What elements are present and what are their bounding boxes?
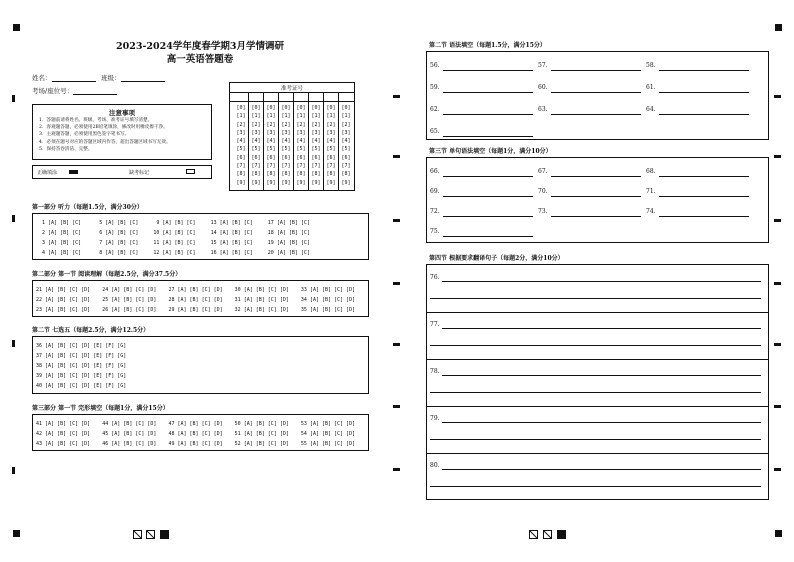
exam-id-column	[279, 104, 293, 187]
class-field[interactable]	[101, 73, 165, 82]
exam-id-digit-bubble[interactable]: [5]	[266, 146, 276, 153]
exam-id-digit-bubble[interactable]: [2]	[311, 121, 321, 128]
notice-title: 注意事项	[109, 109, 135, 117]
notice-item: 4．必须在题号对应的答题区域内作答，超出答题区域书写无效。	[39, 139, 171, 145]
block-divider	[427, 359, 768, 360]
exam-id-digit-bubble[interactable]: [2]	[341, 121, 351, 128]
answer-row[interactable]: 42 [A] [B] [C] [D] 45 [A] [B] [C] [D] 48 [A] [B] [C] [D] 51 [A] [B] [C] [D] 54 [A] [B] [C] [D]	[36, 431, 356, 437]
notice-item: 1．答题前请将姓名、班级、考场、准考证号填写清楚。	[39, 118, 153, 123]
writing-line[interactable]	[442, 281, 761, 282]
exam-id-digit-bubble[interactable]: [8]	[326, 171, 336, 178]
exam-id-digit-bubble[interactable]: [9]	[236, 179, 246, 186]
exam-id-digit-bubble[interactable]: [1]	[341, 113, 351, 120]
exam-id-digit-bubble[interactable]: [8]	[281, 171, 291, 178]
question-number: 63.	[538, 106, 548, 113]
answer-row[interactable]: 2 [A] [B] [C] 6 [A] [B] [C] 10 [A] [B] [C] 14 [A] [B] [C] 18 [A] [B] [C]	[36, 230, 310, 236]
question-number: 73.	[538, 208, 548, 215]
question-number: 71.	[646, 188, 656, 195]
correct-fill-label: 正确填涂	[37, 170, 58, 176]
question-number: 60.	[538, 84, 548, 91]
question-number: 75.	[430, 228, 440, 235]
answer-line[interactable]	[659, 176, 749, 177]
edge-tick	[12, 467, 15, 474]
answer-line[interactable]	[551, 196, 641, 197]
notice-item: 2．客观题答题，必须使用2B铅笔填涂，修改时用橡皮擦干净。	[39, 125, 168, 131]
exam-id-column-divider	[308, 92, 309, 191]
answer-line[interactable]	[659, 196, 749, 197]
question-number: 78.	[430, 368, 440, 375]
edge-tick	[774, 405, 781, 408]
exam-id-digit-bubble[interactable]: [3]	[281, 129, 291, 136]
writing-line[interactable]	[442, 375, 761, 376]
room-seat-field[interactable]	[32, 86, 117, 95]
exam-id-digit-bubble[interactable]: [7]	[281, 163, 291, 170]
edge-tick	[12, 95, 15, 102]
exam-id-digit-bubble[interactable]: [5]	[326, 146, 336, 153]
exam-id-digit-bubble[interactable]: [5]	[296, 146, 306, 153]
edge-tick	[774, 95, 781, 98]
name-label: 姓名：	[32, 74, 52, 82]
writing-line[interactable]	[430, 439, 761, 440]
edge-tick	[393, 155, 400, 158]
exam-id-digit-bubble[interactable]: [7]	[251, 163, 261, 170]
question-number: 57.	[538, 62, 548, 69]
question-number: 62.	[430, 106, 440, 113]
answer-row[interactable]: 36 [A] [B] [C] [D] [E] [F] [G]	[36, 343, 127, 349]
answer-line[interactable]	[443, 92, 533, 93]
answer-line[interactable]	[443, 236, 533, 237]
answer-line[interactable]	[659, 216, 749, 217]
question-number: 56.	[430, 62, 440, 69]
exam-id-digit-bubble[interactable]: [3]	[296, 129, 306, 136]
corner-mark	[13, 530, 20, 537]
exam-id-digit-bubble[interactable]: [5]	[281, 146, 291, 153]
notice-box	[32, 104, 212, 160]
exam-id-column-divider	[338, 92, 339, 191]
absent-mark-checkbox[interactable]	[186, 169, 195, 174]
writing-line[interactable]	[430, 345, 761, 346]
exam-id-digit-bubble[interactable]: [9]	[281, 179, 291, 186]
answer-line[interactable]	[551, 176, 641, 177]
exam-id-digit-bubble[interactable]: [6]	[236, 154, 246, 161]
room-seat-label: 考场/座位号：	[32, 87, 74, 95]
vocab-box	[426, 157, 769, 243]
question-number: 80.	[430, 462, 440, 469]
exam-id-digit-bubble[interactable]: [4]	[251, 138, 261, 145]
grammar-box	[426, 51, 769, 140]
exam-id-digit-bubble[interactable]: [4]	[296, 138, 306, 145]
exam-id-digit-bubble[interactable]: [9]	[341, 179, 351, 186]
question-number: 66.	[430, 168, 440, 175]
part3-box	[32, 414, 369, 451]
answer-line[interactable]	[551, 92, 641, 93]
answer-line[interactable]	[659, 70, 749, 71]
block-divider	[427, 406, 768, 407]
exam-id-digit-bubble[interactable]: [1]	[281, 113, 291, 120]
corner-mark	[13, 24, 20, 31]
edge-tick	[774, 155, 781, 158]
part2b-title: 第二节 七选五（每题2.5分，满分12.5分）	[32, 327, 150, 334]
question-number: 72.	[430, 208, 440, 215]
writing-line[interactable]	[430, 392, 761, 393]
exam-id-digit-bubble[interactable]: [1]	[266, 113, 276, 120]
notice-item: 3．主观题答题，必须使用黑色签字笔书写。	[39, 132, 130, 138]
page-mark	[146, 530, 155, 539]
exam-id-digit-bubble[interactable]: [3]	[236, 129, 246, 136]
exam-id-column	[264, 104, 278, 187]
exam-id-digit-bubble[interactable]: [2]	[326, 121, 336, 128]
exam-id-digit-bubble[interactable]: [9]	[296, 179, 306, 186]
exam-id-digit-bubble[interactable]: [4]	[281, 138, 291, 145]
exam-id-digit-bubble[interactable]: [4]	[326, 138, 336, 145]
grammar-title: 第二节 语法填空（每题1.5分，满分15分）	[429, 42, 546, 49]
exam-id-digit-bubble[interactable]: [8]	[311, 171, 321, 178]
exam-id-digit-bubble[interactable]: [0]	[236, 105, 246, 111]
question-number: 74.	[646, 208, 656, 215]
corner-mark	[775, 24, 782, 31]
block-divider	[427, 453, 768, 454]
page-mark	[557, 530, 566, 539]
exam-id-digit-bubble[interactable]: [4]	[236, 138, 246, 145]
exam-id-digit-bubble[interactable]: [1]	[236, 113, 246, 120]
exam-id-digit-bubble[interactable]: [1]	[251, 113, 261, 120]
exam-id-digit-bubble[interactable]: [8]	[236, 171, 246, 178]
part3-title: 第三部分 第一节 完形填空（每题1分，满分15分）	[32, 405, 169, 412]
exam-id-digit-bubble[interactable]: [4]	[311, 138, 321, 145]
question-number: 67.	[538, 168, 548, 175]
exam-id-digit-bubble[interactable]: [5]	[236, 146, 246, 153]
exam-id-digit-bubble[interactable]: [2]	[266, 121, 276, 128]
edge-tick	[393, 405, 400, 408]
exam-id-digit-bubble[interactable]: [1]	[311, 113, 321, 120]
part2b-box	[32, 336, 369, 394]
answer-line[interactable]	[551, 70, 641, 71]
question-number: 69.	[430, 188, 440, 195]
answer-line[interactable]	[659, 92, 749, 93]
absent-mark-label: 缺考标记	[129, 170, 150, 176]
corner-mark	[775, 530, 782, 537]
exam-id-digit-bubble[interactable]: [7]	[236, 163, 246, 170]
question-number: 68.	[646, 168, 656, 175]
exam-id-digit-bubble[interactable]: [9]	[326, 179, 336, 186]
answer-row[interactable]: 22 [A] [B] [C] [D] 25 [A] [B] [C] [D] 28 [A] [B] [C] [D] 31 [A] [B] [C] [D] 34 [A] [B] [C] [D]	[36, 297, 356, 303]
page-mark	[529, 530, 538, 539]
edge-tick	[12, 340, 15, 347]
answer-row[interactable]: 39 [A] [B] [C] [D] [E] [F] [G]	[36, 373, 127, 379]
edge-tick	[774, 343, 781, 346]
fill-example-box	[32, 165, 212, 179]
exam-id-digit-bubble[interactable]: [0]	[266, 105, 276, 111]
exam-id-digit-bubble[interactable]: [7]	[266, 163, 276, 170]
exam-id-digit-bubble[interactable]: [0]	[311, 105, 321, 111]
exam-id-column	[249, 104, 263, 187]
page-mark	[543, 530, 552, 539]
exam-id-digit-bubble[interactable]: [0]	[251, 105, 261, 111]
exam-id-digit-bubble[interactable]: [4]	[341, 138, 351, 145]
page-mark	[133, 530, 142, 539]
exam-id-digit-bubble[interactable]: [2]	[236, 121, 246, 128]
exam-id-column-divider	[263, 92, 264, 191]
exam-id-digit-bubble[interactable]: [9]	[311, 179, 321, 186]
exam-id-digit-bubble[interactable]: [0]	[341, 105, 351, 111]
answer-row[interactable]: 37 [A] [B] [C] [D] [E] [F] [G]	[36, 353, 127, 359]
exam-id-digit-bubble[interactable]: [7]	[296, 163, 306, 170]
edge-tick	[393, 468, 400, 471]
exam-id-digit-bubble[interactable]: [5]	[341, 146, 351, 153]
exam-id-column	[324, 104, 338, 187]
exam-id-column-divider	[323, 92, 324, 191]
question-number: 58.	[646, 62, 656, 69]
exam-id-digit-bubble[interactable]: [8]	[296, 171, 306, 178]
question-number: 70.	[538, 188, 548, 195]
part1-box	[32, 213, 369, 260]
translate-box	[426, 264, 769, 500]
exam-id-column	[234, 104, 248, 187]
exam-id-label: 准考证号	[280, 86, 303, 92]
writing-line[interactable]	[442, 469, 761, 470]
exam-id-digit-bubble[interactable]: [9]	[251, 179, 261, 186]
answer-line[interactable]	[443, 114, 533, 115]
exam-id-digit-bubble[interactable]: [8]	[341, 171, 351, 178]
page-mark	[160, 530, 169, 539]
part2a-title: 第二部分 第一节 阅读理解（每题2.5分，满分37.5分）	[32, 271, 182, 278]
exam-id-digit-bubble[interactable]: [6]	[251, 154, 261, 161]
answer-row[interactable]: 41 [A] [B] [C] [D] 44 [A] [B] [C] [D] 47 [A] [B] [C] [D] 50 [A] [B] [C] [D] 53 [A] [B] [C] [D]	[36, 421, 356, 427]
exam-id-digit-bubble[interactable]: [6]	[296, 154, 306, 161]
exam-id-digit-bubble[interactable]: [3]	[311, 129, 321, 136]
exam-id-column-divider	[248, 92, 249, 191]
edge-tick	[393, 219, 400, 222]
answer-row[interactable]: 21 [A] [B] [C] [D] 24 [A] [B] [C] [D] 27 [A] [B] [C] [D] 30 [A] [B] [C] [D] 33 [A] [B] [C] [D]	[36, 287, 356, 293]
answer-line[interactable]	[443, 216, 533, 217]
answer-row[interactable]: 43 [A] [B] [C] [D] 46 [A] [B] [C] [D] 49 [A] [B] [C] [D] 52 [A] [B] [C] [D] 55 [A] [B] [C] [D]	[36, 441, 356, 447]
edge-tick	[774, 219, 781, 222]
exam-id-digit-bubble[interactable]: [3]	[251, 129, 261, 136]
writing-line[interactable]	[430, 298, 761, 299]
exam-id-column	[294, 104, 308, 187]
exam-id-digit-bubble[interactable]: [0]	[281, 105, 291, 111]
question-number: 65.	[430, 128, 440, 135]
exam-id-digit-bubble[interactable]: [8]	[266, 171, 276, 178]
answer-row[interactable]: 40 [A] [B] [C] [D] [E] [F] [G]	[36, 383, 127, 389]
question-number: 64.	[646, 106, 656, 113]
question-number: 76.	[430, 274, 440, 281]
exam-id-digit-bubble[interactable]: [9]	[266, 179, 276, 186]
exam-id-digit-bubble[interactable]: [2]	[251, 121, 261, 128]
exam-id-digit-bubble[interactable]: [1]	[296, 113, 306, 120]
answer-row[interactable]: 1 [A] [B] [C] 5 [A] [B] [C] 9 [A] [B] [C] 13 [A] [B] [C] 17 [A] [B] [C]	[36, 220, 310, 226]
exam-id-digit-bubble[interactable]: [6]	[326, 154, 336, 161]
exam-id-digit-bubble[interactable]: [1]	[326, 113, 336, 120]
exam-id-digit-bubble[interactable]: [8]	[251, 171, 261, 178]
writing-line[interactable]	[430, 486, 761, 487]
class-label: 班级：	[101, 74, 121, 82]
exam-id-digit-bubble[interactable]: [3]	[341, 129, 351, 136]
exam-id-digit-bubble[interactable]: [5]	[251, 146, 261, 153]
exam-id-digit-bubble[interactable]: [6]	[311, 154, 321, 161]
answer-line[interactable]	[443, 196, 533, 197]
part2a-box	[32, 280, 369, 317]
exam-id-digit-bubble[interactable]: [6]	[266, 154, 276, 161]
exam-id-digit-bubble[interactable]: [7]	[341, 163, 351, 170]
vocab-title: 第三节 单句语法填空（每题1分，满分10分）	[429, 148, 552, 155]
block-divider	[427, 312, 768, 313]
edge-tick	[393, 282, 400, 285]
exam-id-digit-bubble[interactable]: [0]	[296, 105, 306, 111]
correct-fill-sample	[69, 170, 78, 174]
exam-id-column-divider	[278, 92, 279, 191]
exam-id-digit-bubble[interactable]: [4]	[266, 138, 276, 145]
answer-row[interactable]: 4 [A] [B] [C] 8 [A] [B] [C] 12 [A] [B] [C] 16 [A] [B] [C] 20 [A] [B] [C]	[36, 250, 310, 256]
part1-title: 第一部分 听力（每题1.5分，满分30分）	[32, 204, 143, 211]
edge-tick	[393, 343, 400, 346]
page-title: 2023-2024学年度春学期3月学情调研	[116, 41, 284, 52]
edge-tick	[12, 215, 15, 222]
exam-id-digit-bubble[interactable]: [3]	[266, 129, 276, 136]
exam-id-digit-bubble[interactable]: [7]	[311, 163, 321, 170]
question-number: 61.	[646, 84, 656, 91]
answer-line[interactable]	[551, 216, 641, 217]
exam-id-column-divider	[293, 92, 294, 191]
exam-id-digit-bubble[interactable]: [7]	[326, 163, 336, 170]
exam-id-digit-bubble[interactable]: [0]	[326, 105, 336, 111]
answer-line[interactable]	[443, 136, 533, 137]
exam-id-digit-bubble[interactable]: [3]	[326, 129, 336, 136]
answer-line[interactable]	[659, 114, 749, 115]
answer-row[interactable]: 23 [A] [B] [C] [D] 26 [A] [B] [C] [D] 29 [A] [B] [C] [D] 32 [A] [B] [C] [D] 35 [A] [B] [C] [D]	[36, 307, 356, 313]
exam-id-digit-bubble[interactable]: [5]	[311, 146, 321, 153]
notice-item: 5．保持答卷清洁、完整。	[39, 146, 93, 152]
question-number: 59.	[430, 84, 440, 91]
edge-tick	[774, 282, 781, 285]
edge-tick	[393, 95, 400, 98]
translate-title: 第四节 根据要求翻译句子（每题2分，满分10分）	[429, 255, 564, 262]
page-subtitle: 高一英语答题卷	[166, 54, 234, 65]
answer-line[interactable]	[551, 114, 641, 115]
answer-line[interactable]	[443, 70, 533, 71]
answer-row[interactable]: 38 [A] [B] [C] [D] [E] [F] [G]	[36, 363, 127, 369]
exam-id-column	[309, 104, 323, 187]
answer-row[interactable]: 3 [A] [B] [C] 7 [A] [B] [C] 11 [A] [B] [C] 15 [A] [B] [C] 19 [A] [B] [C]	[36, 240, 310, 246]
exam-id-digit-bubble[interactable]: [2]	[281, 121, 291, 128]
name-field[interactable]	[32, 73, 96, 82]
exam-id-box	[229, 82, 355, 191]
exam-id-digit-bubble[interactable]: [6]	[341, 154, 351, 161]
writing-line[interactable]	[442, 328, 761, 329]
answer-line[interactable]	[443, 176, 533, 177]
exam-id-digit-bubble[interactable]: [2]	[296, 121, 306, 128]
writing-line[interactable]	[442, 422, 761, 423]
exam-id-digit-bubble[interactable]: [6]	[281, 154, 291, 161]
question-number: 79.	[430, 415, 440, 422]
edge-tick	[774, 468, 781, 471]
exam-id-column	[339, 104, 353, 187]
question-number: 77.	[430, 321, 440, 328]
